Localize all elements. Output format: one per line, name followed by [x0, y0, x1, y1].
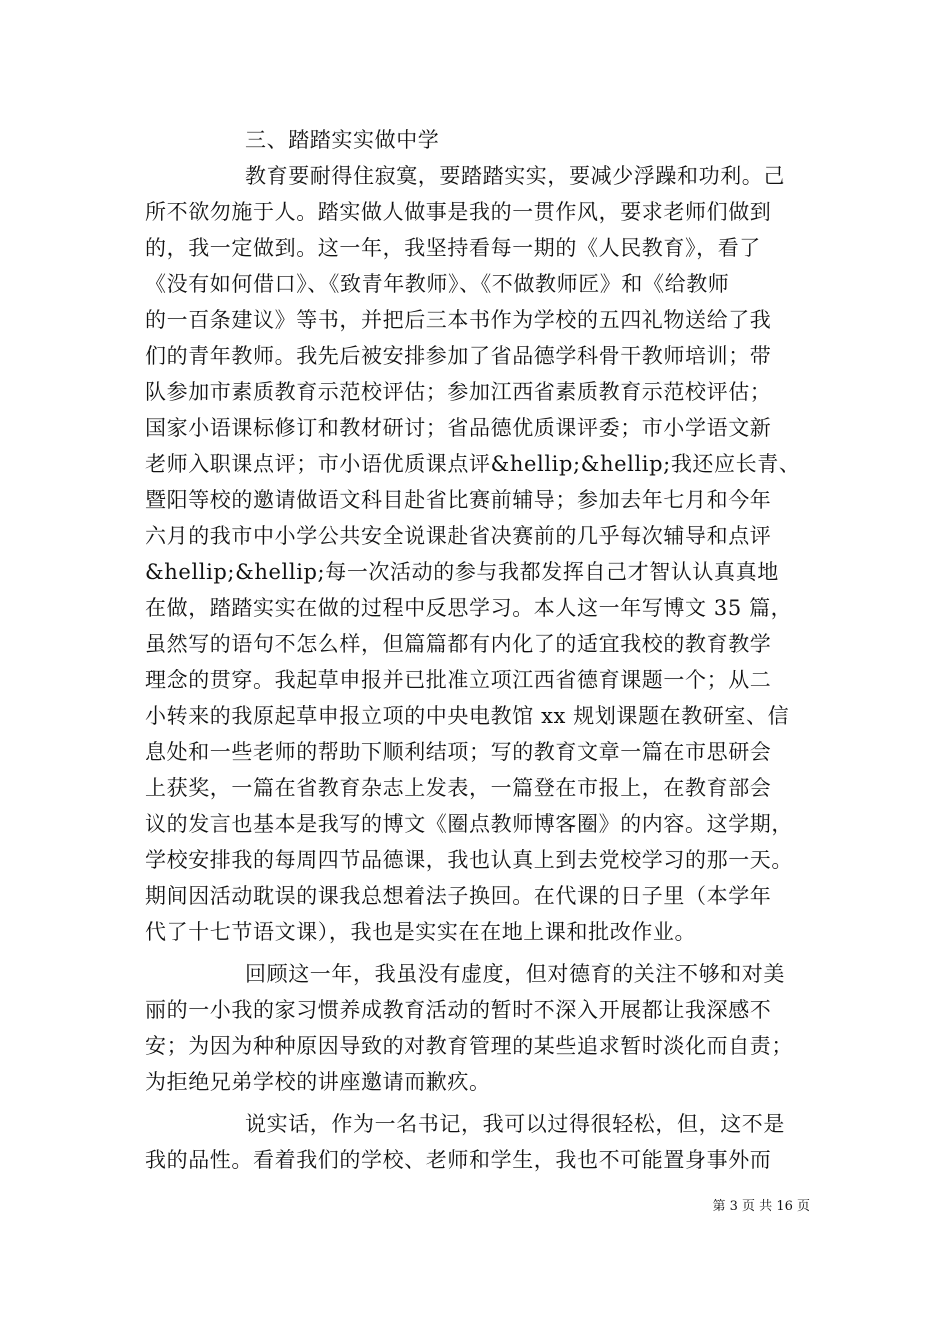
- paragraph-line: 学校安排我的每周四节品德课，我也认真上到去党校学习的那一天。: [145, 848, 793, 872]
- paragraph-line: 们的青年教师。我先后被安排参加了省品德学科骨干教师培训；带: [145, 344, 772, 368]
- paragraph-line: 虽然写的语句不怎么样，但篇篇都有内化了的适宜我校的教育教学: [145, 632, 772, 656]
- paragraph-line: 暨阳等校的邀请做语文科目赴省比赛前辅导；参加去年七月和今年: [145, 488, 772, 512]
- paragraph-line: &hellip;&hellip;每一次活动的参与我都发挥自己才智认认真真地: [145, 560, 779, 584]
- paragraph-line: 在做，踏踏实实在做的过程中反思学习。本人这一年写博文 35 篇，: [145, 596, 793, 620]
- paragraph-line: 六月的我市中小学公共安全说课赴省决赛前的几乎每次辅导和点评: [145, 524, 772, 548]
- paragraph-line: 议的发言也基本是我写的博文《圈点教师博客圈》的内容。这学期，: [145, 812, 793, 836]
- paragraph-line: 上获奖，一篇在省教育杂志上发表，一篇登在市报上，在教育部会: [145, 776, 772, 800]
- section-heading: 三、踏踏实实做中学: [245, 128, 440, 152]
- paragraph-line: 息处和一些老师的帮助下顺利结项；写的教育文章一篇在市思研会: [145, 740, 772, 764]
- paragraph-line: 期间因活动耽误的课我总想着法子换回。在代课的日子里（本学年: [145, 884, 772, 908]
- paragraph-line: 小转来的我原起草申报立项的中央电教馆 xx 规划课题在教研室、信: [145, 704, 790, 728]
- paragraph-line: 国家小语课标修订和教材研讨；省品德优质课评委；市小学语文新: [145, 416, 772, 440]
- paragraph-line: 说实话，作为一名书记，我可以过得很轻松，但，这不是: [245, 1112, 785, 1136]
- paragraph-line: 队参加市素质教育示范校评估；参加江西省素质教育示范校评估；: [145, 380, 772, 404]
- paragraph-line: 教育要耐得住寂寞，要踏踏实实，要减少浮躁和功利。己: [245, 164, 785, 188]
- paragraph-line: 《没有如何借口》、《致青年教师》、《不做教师匠》和《给教师: [145, 272, 730, 296]
- paragraph-line: 所不欲勿施于人。踏实做人做事是我的一贯作风，要求老师们做到: [145, 200, 772, 224]
- paragraph-line: 我的品性。看着我们的学校、老师和学生，我也不可能置身事外而: [145, 1148, 772, 1172]
- paragraph-line: 的一百条建议》等书，并把后三本书作为学校的五四礼物送给了我: [145, 308, 772, 332]
- paragraph-line: 回顾这一年，我虽没有虚度，但对德育的关注不够和对美: [245, 962, 785, 986]
- page-number-footer: 第 3 页 共 16 页: [712, 1199, 810, 1214]
- paragraph-line: 安；为因为种种原因导致的对教育管理的某些追求暂时淡化而自责；: [145, 1034, 793, 1058]
- paragraph-line: 老师入职课点评；市小语优质课点评&hellip;&hellip;我还应长青、: [145, 452, 801, 476]
- paragraph-line: 为拒绝兄弟学校的讲座邀请而歉疚。: [145, 1070, 491, 1094]
- paragraph-line: 的，我一定做到。这一年，我坚持看每一期的《人民教育》，看了: [145, 236, 761, 260]
- paragraph-line: 理念的贯穿。我起草申报并已批准立项江西省德育课题一个；从二: [145, 668, 772, 692]
- paragraph-line: 代了十七节语文课），我也是实实在在地上课和批改作业。: [145, 920, 697, 944]
- paragraph-line: 丽的一小我的家习惯养成教育活动的暂时不深入开展都让我深感不: [145, 998, 772, 1022]
